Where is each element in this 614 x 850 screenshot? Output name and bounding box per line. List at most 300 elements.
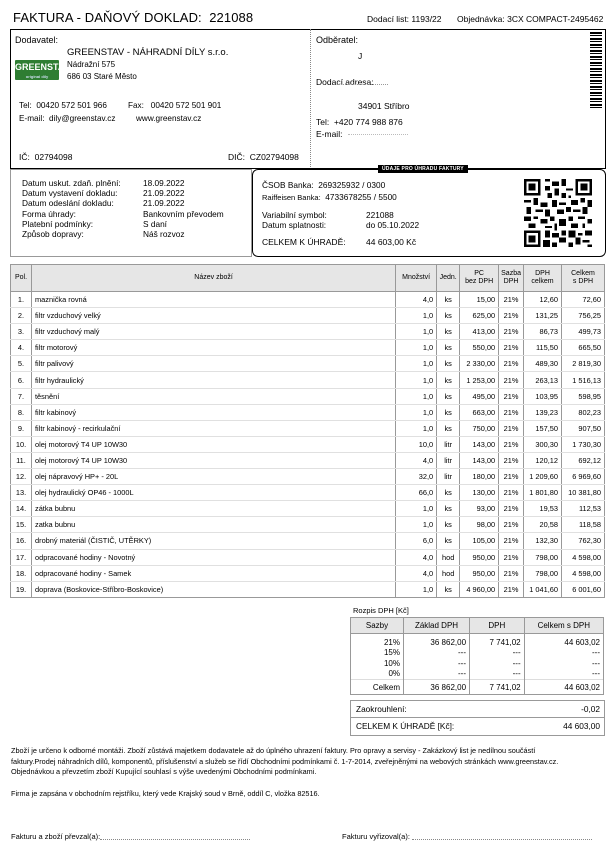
item-unit: ks <box>437 372 460 388</box>
item-total: 1 730,30 <box>562 436 605 452</box>
footer-register: Firma je zapsána v obchodním rejstříku, který vede Krajský soud v Brně, oddíl C, vložka 82516. <box>11 789 320 798</box>
customer-tel-value: +420 774 988 876 <box>333 117 403 127</box>
date-label: Forma úhrady: <box>22 208 76 219</box>
item-total: 1 516,13 <box>562 372 605 388</box>
table-row <box>11 533 605 549</box>
item-rate: 21% <box>499 356 524 372</box>
customer-label: Odběratel: <box>316 35 359 45</box>
item-vat: 103,95 <box>524 388 562 404</box>
footer-note: Objednávkou a převzetím zboží Kupující souhlasí s výše uvedenými Obchodními podmínkami. <box>11 767 317 776</box>
table-row <box>11 340 605 356</box>
date-value: S daní <box>143 218 167 229</box>
parties-divider <box>310 29 312 167</box>
item-price: 750,00 <box>460 420 499 436</box>
vat-base: --- <box>404 669 470 680</box>
item-unit: ks <box>437 485 460 501</box>
vat-total: 44 603,02 <box>524 634 603 648</box>
vat-col-total: Celkem s DPH <box>524 618 603 634</box>
item-unit: ks <box>437 356 460 372</box>
order-value: 3CX COMPACT-2495462 <box>507 14 604 24</box>
bank2-value: 4733678255 / 5500 <box>325 192 397 202</box>
dates-labels <box>22 178 121 239</box>
fax-label: Fax: <box>128 101 144 110</box>
item-total: 598,95 <box>562 388 605 404</box>
dic-label: DIČ: <box>228 152 245 162</box>
item-total: 692,12 <box>562 452 605 468</box>
item-unit: ks <box>437 404 460 420</box>
footer-note: faktury.Prodej náhradních dílů, komponentů, příslušenství a služeb se řídí Obchodními podmínkami č. 1-7-2014, zveřejněnými na webových stránkách www.greenstav.cz. <box>11 756 559 766</box>
item-pos: 6. <box>11 372 32 388</box>
customer-email: E-mail: <box>316 129 343 139</box>
item-total: 907,50 <box>562 420 605 436</box>
item-name: olej nápravový HP+ - 20L <box>32 469 396 485</box>
signature-issued-line <box>412 839 592 840</box>
tel-label: Tel: <box>19 101 32 110</box>
vat-rate: 15% <box>351 648 404 659</box>
date-value: Náš rozvoz <box>143 229 185 240</box>
item-qty: 66,0 <box>396 485 437 501</box>
rounding-value: -0,02 <box>581 704 600 714</box>
item-vat: 300,30 <box>524 436 562 452</box>
supplier-logo <box>15 60 70 80</box>
vat-vat: --- <box>470 648 525 659</box>
col-price <box>460 265 499 292</box>
item-total: 756,25 <box>562 308 605 324</box>
col-total-l1: Celkem <box>571 270 595 277</box>
item-rate: 21% <box>499 517 524 533</box>
date-value: 21.09.2022 <box>143 188 185 199</box>
due-label: Datum splatnosti: <box>262 220 327 231</box>
item-price: 625,00 <box>460 308 499 324</box>
table-row <box>11 436 605 452</box>
item-total: 6 001,60 <box>562 581 605 597</box>
signature-received-line <box>100 839 250 840</box>
col-name: Název zboží <box>32 265 396 292</box>
supplier-email <box>19 114 115 123</box>
date-label: Datum odeslání dokladu: <box>22 198 114 209</box>
item-rate: 21% <box>499 565 524 581</box>
vat-summary-title: Rozpis DPH [Kč] <box>353 606 409 615</box>
table-row <box>11 324 605 340</box>
order-label: Objednávka: <box>457 14 505 24</box>
item-price: 495,00 <box>460 388 499 404</box>
supplier-name: GREENSTAV - NÁHRADNÍ DÍLY s.r.o. <box>67 47 229 58</box>
item-price: 950,00 <box>460 549 499 565</box>
col-qty: Množství <box>396 265 437 292</box>
item-name: drobný materiál (ČISTIČ, UTĚRKY) <box>32 533 396 549</box>
payment-values <box>366 210 419 231</box>
item-price: 550,00 <box>460 340 499 356</box>
email-value[interactable]: dily@greenstav.cz <box>49 114 116 123</box>
table-row <box>11 356 605 372</box>
item-qty: 1,0 <box>396 388 437 404</box>
vat-base: 36 862,00 <box>404 634 470 648</box>
item-pos: 17. <box>11 549 32 565</box>
footer-notes <box>11 746 601 778</box>
col-rate-l1: Sazba <box>501 270 521 277</box>
delivery-note <box>367 14 442 24</box>
supplier-ic <box>19 152 72 162</box>
item-price: 15,00 <box>460 292 499 308</box>
item-unit: litr <box>437 469 460 485</box>
col-rate-l2: DPH <box>503 278 519 285</box>
footer-note: Zboží je určeno k odborné montáži. Zboží zůstává majetkem dodavatele až do úplného uhrazení faktury. Pro opravy a servisy - Zakázkový list je nedílnou součástí <box>11 746 536 755</box>
item-name: filtr kabinový <box>32 404 396 420</box>
vat-row <box>351 669 604 680</box>
item-vat: 263,13 <box>524 372 562 388</box>
vat-row <box>351 648 604 659</box>
item-pos: 15. <box>11 517 32 533</box>
logo-text: GREENSTAV <box>15 62 70 72</box>
date-label: Datum vystavení dokladu: <box>22 188 118 199</box>
bank1-value: 269325932 / 0300 <box>318 180 386 190</box>
item-unit: hod <box>437 549 460 565</box>
vat-header-row <box>351 618 604 634</box>
invoice-title <box>13 10 253 25</box>
item-total: 4 598,00 <box>562 565 605 581</box>
item-pos: 2. <box>11 308 32 324</box>
item-unit: ks <box>437 388 460 404</box>
invoice-number: 221088 <box>209 10 254 25</box>
vs-value: 221088 <box>366 210 394 220</box>
col-unit: Jedn. <box>437 265 460 292</box>
item-unit: ks <box>437 308 460 324</box>
delivery-address-line <box>338 84 388 85</box>
date-value: Bankovním převodem <box>143 208 224 219</box>
payment-total-label: CELKEM K ÚHRADĚ: <box>262 237 346 247</box>
col-vat <box>524 265 562 292</box>
table-row <box>11 469 605 485</box>
item-name: odpracované hodiny - Samek <box>32 565 396 581</box>
rounding-divider <box>351 717 604 718</box>
signature-issued: Fakturu vyřizoval(a): <box>342 832 410 841</box>
item-pos: 4. <box>11 340 32 356</box>
item-pos: 8. <box>11 404 32 420</box>
item-qty: 1,0 <box>396 517 437 533</box>
item-name: zatka bubnu <box>32 517 396 533</box>
supplier-street: Nádražní 575 <box>67 60 116 69</box>
item-vat: 131,25 <box>524 308 562 324</box>
items-body <box>11 292 605 598</box>
item-pos: 7. <box>11 388 32 404</box>
table-row <box>11 565 605 581</box>
items-header-row <box>11 265 605 292</box>
item-qty: 1,0 <box>396 501 437 517</box>
qr-code-icon <box>523 179 593 247</box>
item-pos: 19. <box>11 581 32 597</box>
item-price: 4 960,00 <box>460 581 499 597</box>
item-unit: litr <box>437 436 460 452</box>
items-table <box>10 264 605 598</box>
date-label: Datum uskut. zdaň. plnění: <box>22 178 121 188</box>
grand-total-label: CELKEM K ÚHRADĚ [Kč]: <box>356 721 455 731</box>
vs-label: Variabilní symbol: <box>262 210 327 220</box>
supplier-city: 686 03 Staré Město <box>67 72 137 81</box>
item-qty: 1,0 <box>396 356 437 372</box>
vat-rate: 0% <box>351 669 404 680</box>
item-pos: 10. <box>11 436 32 452</box>
vat-total: --- <box>524 669 603 680</box>
item-name: těsnění <box>32 388 396 404</box>
item-rate: 21% <box>499 404 524 420</box>
vat-row <box>351 658 604 669</box>
table-row <box>11 292 605 308</box>
vat-base: --- <box>404 648 470 659</box>
table-row <box>11 420 605 436</box>
bank2 <box>262 192 397 202</box>
date-label: Způsob dopravy: <box>22 229 84 240</box>
item-name: zátka bubnu <box>32 501 396 517</box>
item-total: 665,50 <box>562 340 605 356</box>
item-price: 950,00 <box>460 565 499 581</box>
vat-total: --- <box>524 648 603 659</box>
payment-labels <box>262 210 327 231</box>
item-unit: hod <box>437 565 460 581</box>
vat-vat: --- <box>470 669 525 680</box>
item-total: 2 819,30 <box>562 356 605 372</box>
item-name: doprava (Boskovice-Stříbro-Boskovice) <box>32 581 396 597</box>
item-qty: 1,0 <box>396 581 437 597</box>
payment-tag: ÚDAJE PRO ÚHRADU FAKTURY <box>378 165 468 173</box>
table-row <box>11 549 605 565</box>
rounding-label: Zaokrouhlení: <box>356 704 407 714</box>
item-unit: ks <box>437 292 460 308</box>
vat-sum-label: Celkem <box>351 680 404 695</box>
item-pos: 11. <box>11 452 32 468</box>
item-rate: 21% <box>499 324 524 340</box>
item-name: olej motorový T4 UP 10W30 <box>32 436 396 452</box>
item-price: 130,00 <box>460 485 499 501</box>
item-qty: 32,0 <box>396 469 437 485</box>
item-name: filtr vzduchový velký <box>32 308 396 324</box>
item-unit: ks <box>437 533 460 549</box>
item-name: filtr hydraulický <box>32 372 396 388</box>
item-pos: 9. <box>11 420 32 436</box>
item-total: 6 969,60 <box>562 469 605 485</box>
item-vat: 1 209,60 <box>524 469 562 485</box>
payment-total: 44 603,00 Kč <box>366 237 417 247</box>
customer-tel <box>316 117 403 127</box>
item-qty: 4,0 <box>396 452 437 468</box>
bank2-label: Raiffeisen Banka: <box>262 193 321 202</box>
table-row <box>11 517 605 533</box>
item-unit: ks <box>437 324 460 340</box>
item-price: 143,00 <box>460 436 499 452</box>
item-rate: 21% <box>499 420 524 436</box>
email-label: E-mail: <box>19 114 45 123</box>
item-vat: 19,53 <box>524 501 562 517</box>
vat-row <box>351 634 604 648</box>
vat-sum-base: 36 862,00 <box>404 680 470 695</box>
tel-value: 00420 572 501 966 <box>36 101 107 110</box>
customer-city: 34901 Stříbro <box>358 101 410 111</box>
item-price: 663,00 <box>460 404 499 420</box>
item-total: 72,60 <box>562 292 605 308</box>
supplier-dic <box>228 152 299 162</box>
customer-tel-label: Tel: <box>316 117 330 127</box>
item-unit: litr <box>437 452 460 468</box>
item-rate: 21% <box>499 372 524 388</box>
item-price: 2 330,00 <box>460 356 499 372</box>
item-qty: 1,0 <box>396 340 437 356</box>
invoice-title-label: FAKTURA - DAŇOVÝ DOKLAD: <box>13 10 202 25</box>
table-row <box>11 404 605 420</box>
item-vat: 20,58 <box>524 517 562 533</box>
vat-summary-table <box>350 617 604 695</box>
vat-col-rate: Sazby <box>351 618 404 634</box>
item-pos: 3. <box>11 324 32 340</box>
item-total: 112,53 <box>562 501 605 517</box>
table-row <box>11 501 605 517</box>
table-row <box>11 372 605 388</box>
ic-label: IČ: <box>19 152 30 162</box>
bank1-label: ČSOB Banka: <box>262 180 314 190</box>
item-total: 762,30 <box>562 533 605 549</box>
table-row <box>11 581 605 597</box>
table-row <box>11 308 605 324</box>
item-name: olej motorový T4 UP 10W30 <box>32 452 396 468</box>
item-qty: 1,0 <box>396 404 437 420</box>
due-value: do 05.10.2022 <box>366 220 420 231</box>
item-total: 118,58 <box>562 517 605 533</box>
item-name: olej hydraulický OP46 - 1000L <box>32 485 396 501</box>
item-rate: 21% <box>499 452 524 468</box>
item-unit: ks <box>437 501 460 517</box>
item-unit: ks <box>437 420 460 436</box>
col-vat-l2: celkem <box>531 278 554 285</box>
col-price-l1: PC <box>474 270 484 277</box>
item-total: 802,23 <box>562 404 605 420</box>
vat-col-base: Základ DPH <box>404 618 470 634</box>
item-vat: 86,73 <box>524 324 562 340</box>
date-value: 21.09.2022 <box>143 198 185 209</box>
item-qty: 1,0 <box>396 324 437 340</box>
item-unit: ks <box>437 340 460 356</box>
item-qty: 4,0 <box>396 292 437 308</box>
table-row <box>11 485 605 501</box>
col-rate <box>499 265 524 292</box>
item-name: filtr kabinový - recirkulační <box>32 420 396 436</box>
item-vat: 115,50 <box>524 340 562 356</box>
item-qty: 1,0 <box>396 372 437 388</box>
item-price: 180,00 <box>460 469 499 485</box>
item-vat: 1 801,80 <box>524 485 562 501</box>
vat-sum-row <box>351 680 604 695</box>
vat-col-vat: DPH <box>470 618 525 634</box>
order-ref <box>457 14 603 24</box>
item-rate: 21% <box>499 549 524 565</box>
item-unit: ks <box>437 517 460 533</box>
grand-total-value: 44 603,00 <box>563 721 600 731</box>
item-rate: 21% <box>499 485 524 501</box>
item-name: filtr vzduchový malý <box>32 324 396 340</box>
item-vat: 12,60 <box>524 292 562 308</box>
col-price-l2: bez DPH <box>465 278 494 285</box>
vat-base: --- <box>404 658 470 669</box>
item-rate: 21% <box>499 501 524 517</box>
supplier-fax <box>128 101 221 110</box>
item-total: 499,73 <box>562 324 605 340</box>
item-name: odpracované hodiny - Novotný <box>32 549 396 565</box>
vat-vat: 7 741,02 <box>470 634 525 648</box>
vat-sum-total: 44 603,02 <box>524 680 603 695</box>
item-unit: ks <box>437 581 460 597</box>
item-qty: 1,0 <box>396 308 437 324</box>
item-pos: 16. <box>11 533 32 549</box>
signature-received: Fakturu a zboží převzal(a): <box>11 832 101 841</box>
item-rate: 21% <box>499 292 524 308</box>
item-vat: 1 041,60 <box>524 581 562 597</box>
col-total <box>562 265 605 292</box>
item-rate: 21% <box>499 533 524 549</box>
item-vat: 157,50 <box>524 420 562 436</box>
table-row <box>11 452 605 468</box>
item-pos: 14. <box>11 501 32 517</box>
item-price: 98,00 <box>460 517 499 533</box>
item-vat: 798,00 <box>524 549 562 565</box>
item-price: 413,00 <box>460 324 499 340</box>
item-total: 4 598,00 <box>562 549 605 565</box>
item-price: 93,00 <box>460 501 499 517</box>
vat-rate: 10% <box>351 658 404 669</box>
item-name: maznička rovná <box>32 292 396 308</box>
item-vat: 798,00 <box>524 565 562 581</box>
item-vat: 139,23 <box>524 404 562 420</box>
item-rate: 21% <box>499 436 524 452</box>
vat-vat: --- <box>470 658 525 669</box>
col-vat-l1: DPH <box>535 270 550 277</box>
item-rate: 21% <box>499 388 524 404</box>
supplier-web[interactable]: www.greenstav.cz <box>136 114 202 123</box>
delivery-note-label: Dodací list: <box>367 14 410 24</box>
item-price: 143,00 <box>460 452 499 468</box>
dates-values <box>143 178 224 239</box>
item-vat: 132,30 <box>524 533 562 549</box>
ic-value: 02794098 <box>34 152 73 162</box>
vat-rate: 21% <box>351 634 404 648</box>
logo-sub: original díly <box>25 74 49 79</box>
table-row <box>11 388 605 404</box>
item-rate: 21% <box>499 308 524 324</box>
item-price: 1 253,00 <box>460 372 499 388</box>
delivery-address-label: Dodací adresa: <box>316 77 374 87</box>
supplier-label: Dodavatel: <box>15 35 59 45</box>
supplier-tel <box>19 101 107 110</box>
item-name: filtr palivový <box>32 356 396 372</box>
date-label: Platební podmínky: <box>22 218 94 229</box>
dic-value: CZ02794098 <box>249 152 299 162</box>
item-rate: 21% <box>499 469 524 485</box>
vat-total: --- <box>524 658 603 669</box>
vat-sum-vat: 7 741,02 <box>470 680 525 695</box>
item-qty: 4,0 <box>396 549 437 565</box>
col-total-l2: s DPH <box>572 278 594 285</box>
item-pos: 1. <box>11 292 32 308</box>
item-qty: 1,0 <box>396 420 437 436</box>
item-rate: 21% <box>499 340 524 356</box>
item-rate: 21% <box>499 581 524 597</box>
item-qty: 10,0 <box>396 436 437 452</box>
customer-email-line <box>348 134 408 135</box>
customer-name: J <box>358 51 363 61</box>
date-value: 18.09.2022 <box>143 178 185 188</box>
item-name: filtr motorový <box>32 340 396 356</box>
barcode <box>590 32 602 110</box>
item-pos: 5. <box>11 356 32 372</box>
item-pos: 13. <box>11 485 32 501</box>
delivery-note-value: 1193/22 <box>411 14 442 24</box>
item-price: 105,00 <box>460 533 499 549</box>
